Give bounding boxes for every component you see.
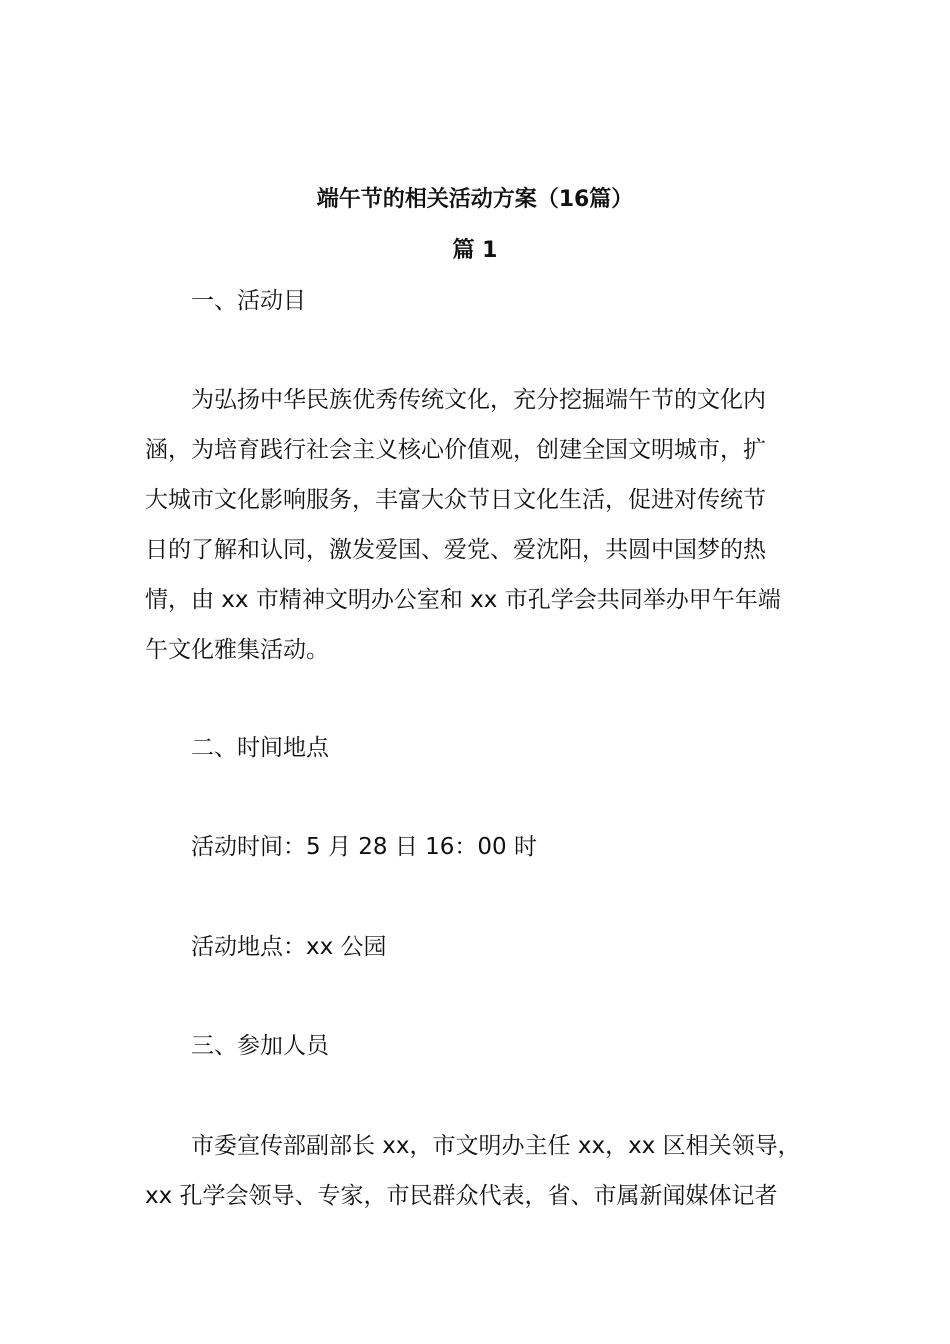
paragraph-line: 市委宣传部副部长 xx，市文明办主任 xx，xx 区相关领导， bbox=[191, 1133, 801, 1159]
section-heading-time-place: 二、时间地点 bbox=[191, 735, 329, 761]
paragraph-line: 情，由 xx 市精神文明办公室和 xx 市孔学会共同举办甲午年端 bbox=[145, 587, 781, 613]
activity-time-line: 活动时间：5 月 28 日 16：00 时 bbox=[191, 834, 537, 860]
paragraph-line: 大城市文化影响服务，丰富大众节日文化生活，促进对传统节 bbox=[145, 487, 766, 513]
paragraph-line: xx 孔学会领导、专家，市民群众代表，省、市属新闻媒体记者 bbox=[145, 1183, 778, 1209]
document-subtitle: 篇 1 bbox=[452, 238, 498, 263]
paragraph-line: 为弘扬中华民族优秀传统文化，充分挖掘端午节的文化内 bbox=[191, 387, 766, 413]
paragraph-line: 日的了解和认同，激发爱国、爱党、爱沈阳，共圆中国梦的热 bbox=[145, 537, 766, 563]
section-heading-objective: 一、活动目 bbox=[191, 288, 306, 314]
paragraph-line: 午文化雅集活动。 bbox=[145, 637, 329, 663]
activity-place-line: 活动地点：xx 公园 bbox=[191, 934, 387, 960]
document-title: 端午节的相关活动方案（16篇） bbox=[316, 187, 634, 212]
paragraph-line: 涵，为培育践行社会主义核心价值观，创建全国文明城市，扩 bbox=[145, 437, 766, 463]
section-heading-participants: 三、参加人员 bbox=[191, 1033, 329, 1059]
